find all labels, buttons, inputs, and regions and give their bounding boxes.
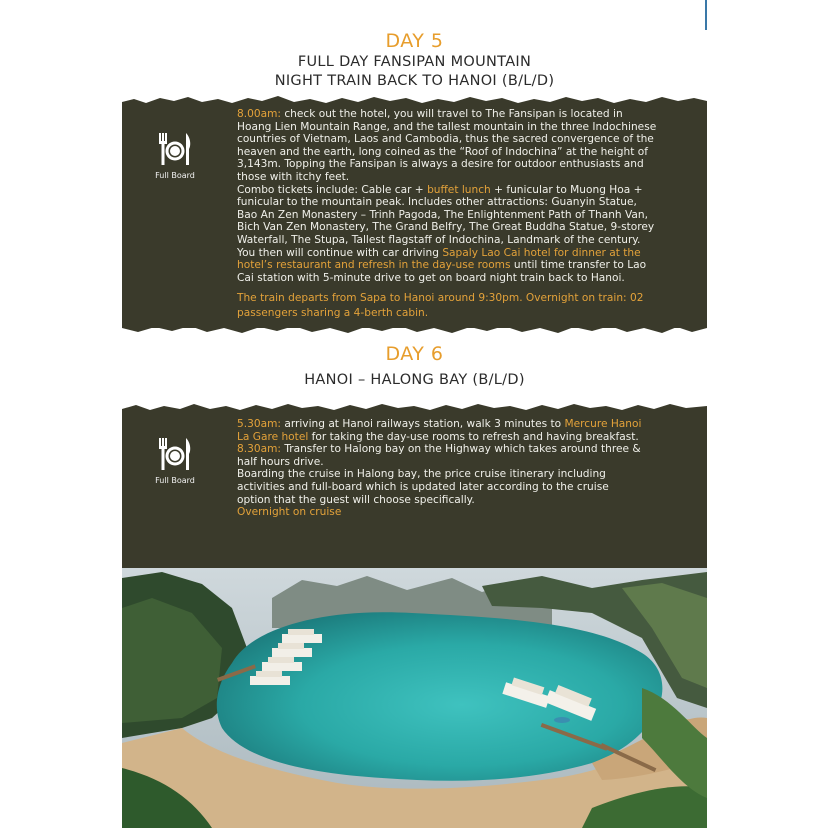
day6-description <box>237 418 657 519</box>
day6-meal-label: Full Board <box>155 476 195 485</box>
day6-p1-b: for taking the day-use rooms to refresh and having breakfast. <box>308 430 639 443</box>
day5-p1-text: check out the hotel, you will travel to The Fansipan is located in Hoang Lien Mountain Range, and the tallest mountain in the three Indochinese countries of Vietnam, Laos and Cambodia, thus the sacred convergence of the heaven and the earth, long coined as the “Roof of Indochina” at the height of 3,143m. Topping the Fansipan is always a desire for outdoor enthusiasts and those with itchy feet. <box>237 108 657 183</box>
day5-meal-label: Full Board <box>155 171 195 180</box>
day5-subtitle-line1: FULL DAY FANSIPAN MOUNTAIN <box>297 54 532 70</box>
day5-p3-a: You then will continue with car driving <box>237 246 443 259</box>
day5-time-0800: 8.00am: <box>237 108 281 120</box>
day6-torn-edge-top <box>122 401 707 415</box>
day6-meal-badge <box>148 435 202 485</box>
day6-subtitle: HANOI – HALONG BAY (B/L/D) <box>304 372 525 388</box>
day5-hotel-highlight: Sapaly Lao Cai hotel for dinner at the hotel’s restaurant and refresh in the day-use rooms <box>237 246 641 272</box>
day5-title: DAY 5 <box>385 30 444 52</box>
day5-train-note: The train departs from Sapa to Hanoi around 9:30pm. Overnight on train: 02 passengers sharing a 4-berth cabin. <box>237 292 644 320</box>
day5-meal-badge <box>148 130 202 180</box>
day6-paragraph-3: Boarding the cruise in Halong bay, the price cruise itinerary including activities and full-board which is updated later according to the cruise option that the guest will choose specifically. <box>237 468 609 506</box>
day6-overnight-note: Overnight on cruise <box>237 506 342 519</box>
dining-plate-icon <box>156 435 194 473</box>
day6-title: DAY 6 <box>385 343 444 365</box>
day6-p1-a: arriving at Hanoi railways station, walk 3 minutes to <box>280 418 565 430</box>
day5-paragraph-3 <box>237 247 657 285</box>
itinerary-page <box>122 0 707 828</box>
dining-plate-icon <box>156 130 194 168</box>
halong-bay-photo <box>122 568 707 828</box>
day6-time-0530: 5.30am: <box>237 418 281 430</box>
day5-description <box>237 108 657 321</box>
day6-p2-text: Transfer to Halong bay on the Highway which takes around three & half hours drive. <box>237 443 641 468</box>
day5-paragraph-1 <box>237 108 657 184</box>
day6-hotel-highlight: Mercure Hanoi La Gare hotel <box>237 418 642 443</box>
day6-time-0830: 8.30am: <box>237 443 281 456</box>
day6-paragraph-2 <box>237 443 657 468</box>
day5-p2-a: Combo tickets include: Cable car + <box>237 183 428 196</box>
day5-torn-edge-bottom <box>122 322 707 336</box>
day5-subtitle-line2: NIGHT TRAIN BACK TO HANOI (B/L/D) <box>274 73 555 89</box>
day5-paragraph-2 <box>237 184 657 247</box>
day5-torn-edge-top <box>122 94 707 108</box>
day5-p2-b: + funicular to Muong Hoa + funicular to the mountain peak. Includes other attractions: Guanyin Statue, Bao An Zen Monastery – Trinh Pagoda, The Enlightenment Path of Thanh Van, Bich Van Zen Monastery, The Grand Belfry, The Great Buddha Statue, 9-storey Waterfall, The Stupa, Tallest flagstaff of Indochina, Landmark of the century. <box>237 183 655 246</box>
day6-paragraph-1 <box>237 418 657 443</box>
day5-p3-b: until time transfer to Lao Cai station with 5-minute drive to get on board night train back to Hanoi. <box>237 259 647 284</box>
day5-buffet-lunch: buffet lunch <box>427 183 491 196</box>
page-edge-line <box>705 0 707 30</box>
